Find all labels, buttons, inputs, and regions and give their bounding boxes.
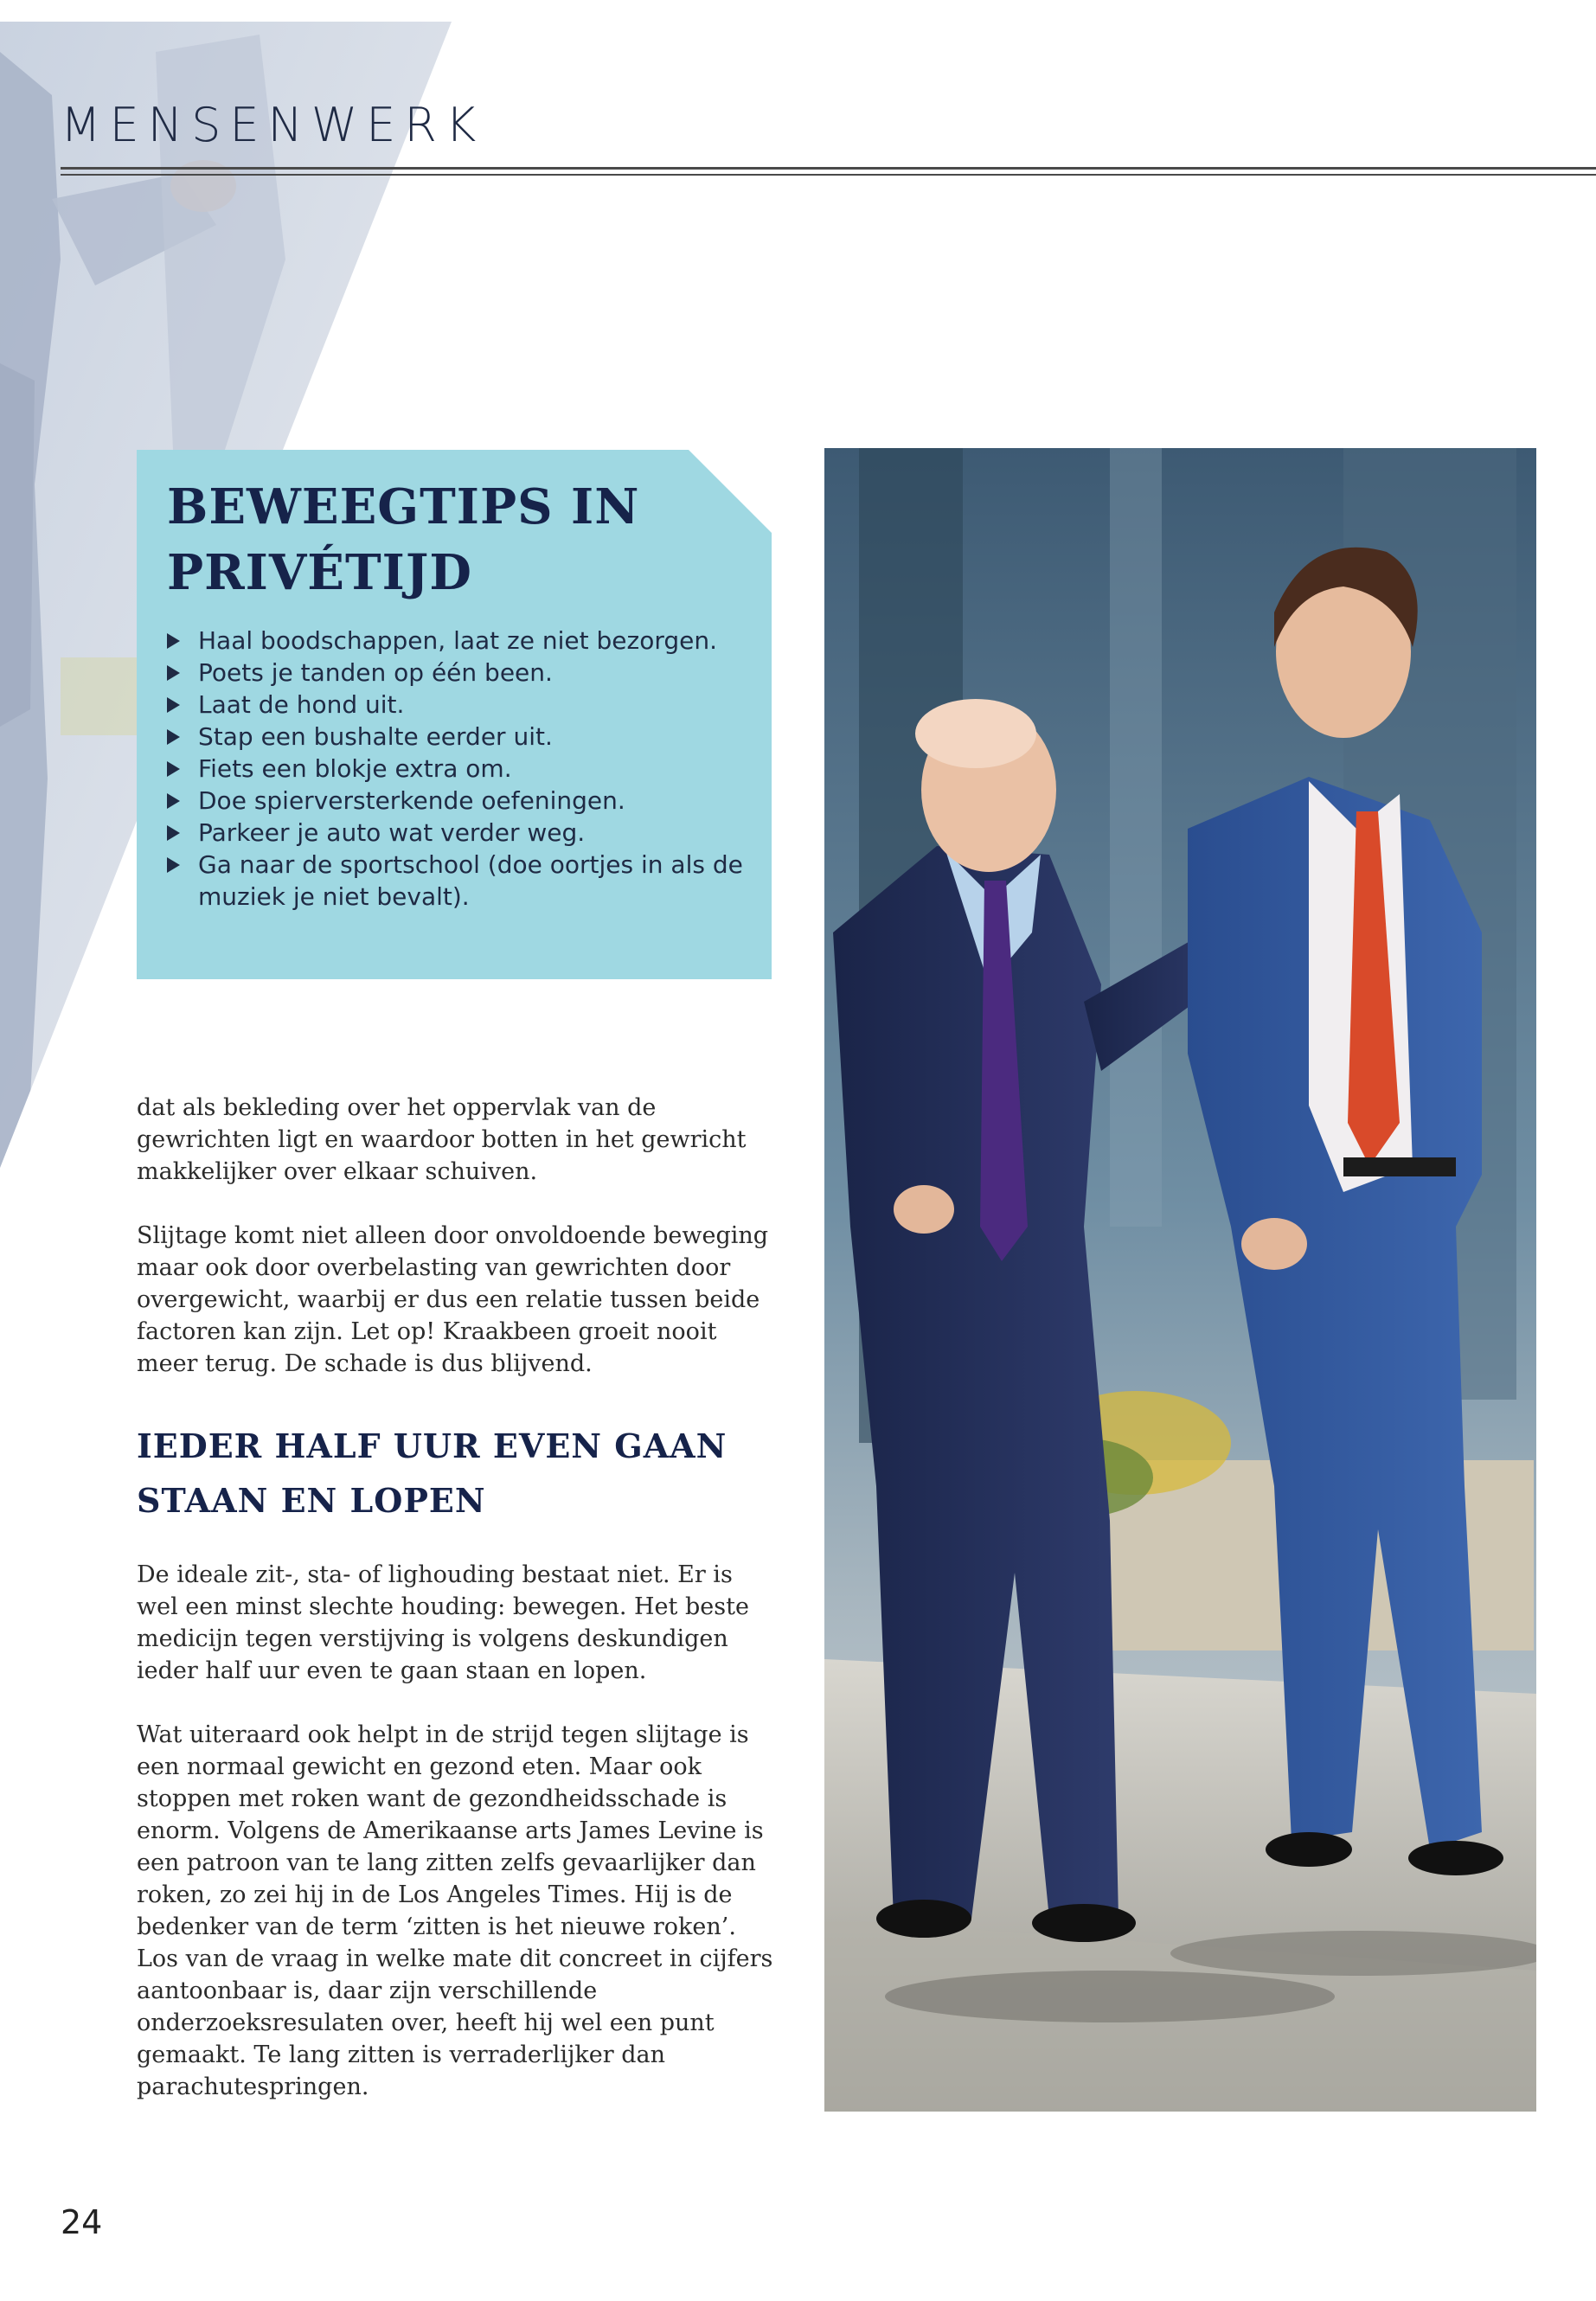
triangle-bullet-icon: [167, 793, 180, 809]
triangle-bullet-icon: [167, 761, 180, 777]
tip-list: [167, 625, 755, 913]
tip-item: Fiets een blokje extra om.: [167, 753, 755, 785]
triangle-bullet-icon: [167, 857, 180, 873]
tip-item: Stap een bushalte eerder uit.: [167, 721, 755, 753]
sub-heading: IEDER HALF UUR EVEN GAAN STAAN EN LOPEN: [137, 1426, 727, 1520]
body-paragraph: dat als bekleding over het oppervlak van de gewrichten ligt en waardoor botten in het gewricht makkelijker over elkaar schuiven.: [137, 1094, 747, 1185]
tip-box-title: BEWEEGTIPS IN PRIVÉTIJD: [167, 478, 640, 601]
triangle-bullet-icon: [167, 825, 180, 841]
tip-item: Poets je tanden op één been.: [167, 657, 755, 689]
triangle-bullet-icon: [167, 697, 180, 713]
tip-item: Parkeer je auto wat verder weg.: [167, 817, 755, 849]
body-paragraph: Slijtage komt niet alleen door onvoldoende beweging maar ook door overbelasting van gewrichten door overgewicht, waarbij er dus een relatie tussen beide factoren kan zijn. Let op! Kraakbeen groeit nooit meer terug. De schade is dus blijvend.: [137, 1222, 769, 1377]
body-paragraph: De ideale zit-, sta- of lighouding bestaat niet. Er is wel een minst slechte houding: bewegen. Het beste medicijn tegen verstijving is volgens deskundigen ieder half uur even te gaan staan en lopen.: [137, 1561, 749, 1684]
triangle-bullet-icon: [167, 665, 180, 681]
header-rule-thick: [61, 167, 1596, 170]
triangle-bullet-icon: [167, 729, 180, 745]
photo-two-businessmen-walking: [824, 448, 1536, 2112]
header-rule-thin: [61, 174, 1596, 176]
tip-item: Doe spierversterkende oefeningen.: [167, 785, 755, 817]
page-number: 24: [61, 2203, 103, 2241]
triangle-bullet-icon: [167, 633, 180, 649]
section-title: MENSENWERK: [61, 98, 485, 152]
body-paragraph: Wat uiteraard ook helpt in de strijd tegen slijtage is een normaal gewicht en gezond eten. Maar ook stoppen met roken want de gezondheidsschade is enorm. Volgens de Amerikaanse arts James Levine is een patroon van te lang zitten zelfs gevaarlijker dan roken, zo zei hij in de Los Angeles Times. Hij is de bedenker van de term ‘zitten is het nieuwe roken’. Los van de vraag in welke mate dit concreet in cijfers aantoonbaar is, daar zijn verschillende onderzoeksresulaten over, heeft hij wel een punt gemaakt. Te lang zitten is verraderlijker dan parachutespringen.: [137, 1721, 773, 2100]
tip-item: Laat de hond uit.: [167, 689, 755, 721]
tip-item: Haal boodschappen, laat ze niet bezorgen.: [167, 625, 755, 657]
tip-item: Ga naar de sportschool (doe oortjes in als de muziek je niet bevalt).: [167, 849, 755, 913]
